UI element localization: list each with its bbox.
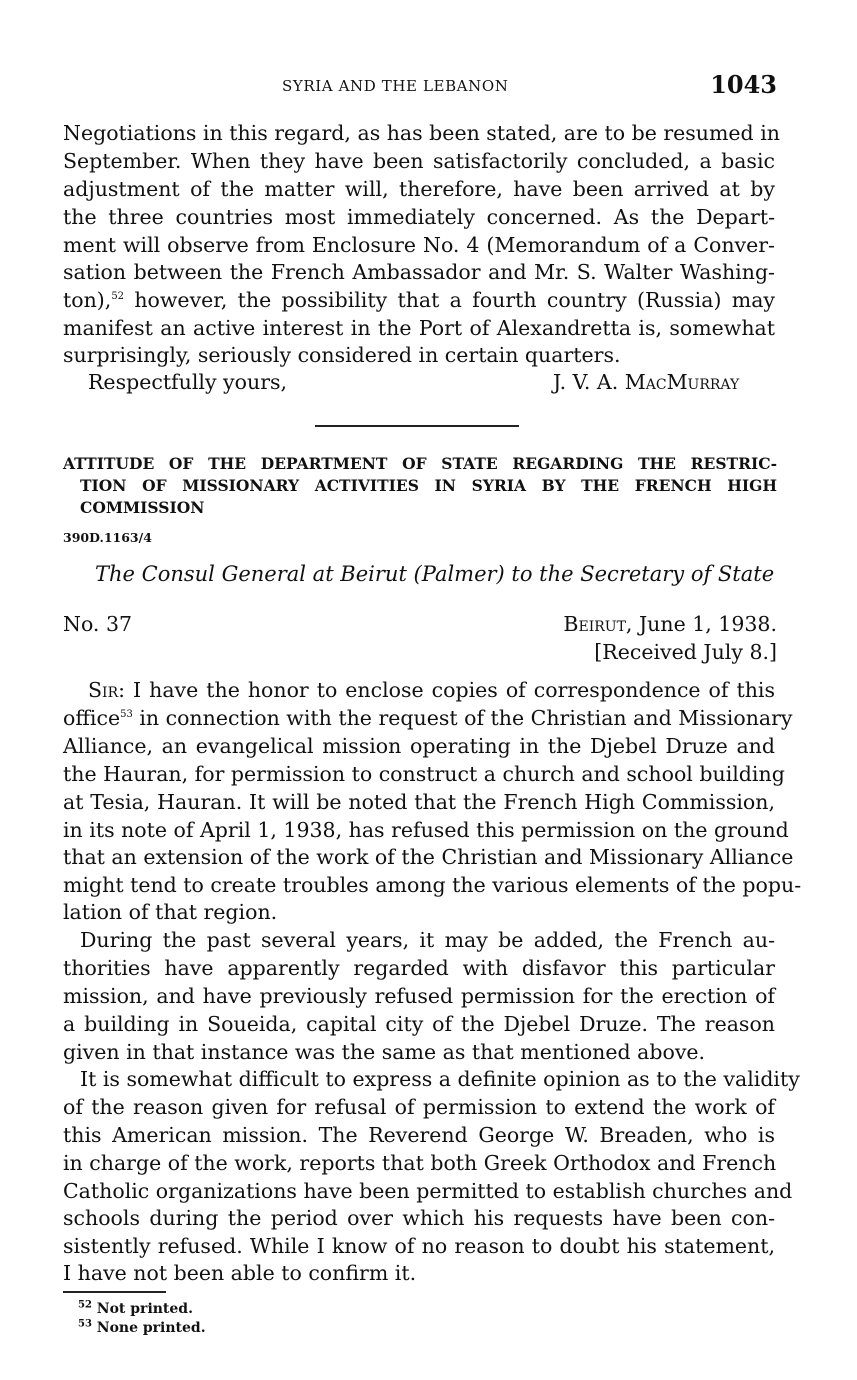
- text-line: September. When they have been satisfactorily concluded, a basic: [63, 149, 775, 173]
- text-line: I have not been able to confirm it.: [63, 1261, 417, 1285]
- text-line: sation between the French Ambassador and Mr. S. Walter Washing-: [63, 260, 775, 284]
- text-line: of the reason given for refusal of permission to extend the work of: [63, 1095, 775, 1119]
- text-line: Alliance, an evangelical mission operating in the Djebel Druze and: [63, 734, 775, 758]
- text-line: mission, and have previously refused permission for the erection of: [63, 984, 775, 1008]
- footnote: [78, 1319, 206, 1338]
- place-date: [563, 612, 777, 636]
- text-line: [88, 677, 775, 703]
- text-line: [63, 287, 775, 313]
- text-line: that an extension of the work of the Christian and Missionary Alliance: [63, 845, 794, 869]
- file-number: 390D.1163/4: [63, 530, 152, 545]
- footnote-ref: 53: [120, 709, 133, 721]
- text-line: a building in Soueida, capital city of the Djebel Druze. The reason: [63, 1012, 775, 1036]
- text-line: Negotiations in this regard, as has been stated, are to be resumed in: [63, 121, 780, 145]
- place: Beirut: [563, 612, 626, 636]
- text-line: schools during the period over which his requests have been con-: [63, 1206, 775, 1230]
- text-line: Catholic organizations have been permitted to establish churches and: [63, 1179, 793, 1203]
- footnote-text: None printed.: [96, 1320, 206, 1336]
- text-line: ment will observe from Enclosure No. 4 (Memorandum of a Conver-: [63, 233, 775, 257]
- date: , June 1, 1938.: [625, 612, 777, 636]
- closing: Respectfully yours,: [88, 370, 288, 394]
- text-line: this American mission. The Reverend George W. Breaden, who is: [63, 1123, 775, 1147]
- text-fragment: however, the possibility that a fourth country (Russia) may: [124, 288, 775, 312]
- text-line: at Tesia, Hauran. It will be noted that the French High Commission,: [63, 790, 775, 814]
- received-date: [Received July 8.]: [594, 640, 777, 664]
- salutation: Sir: [88, 678, 119, 702]
- section-heading-line: TION OF MISSIONARY ACTIVITIES IN SYRIA BY THE FRENCH HIGH: [80, 476, 777, 495]
- text-fragment: in connection with the request of the Christian and Missionary: [132, 706, 793, 730]
- footnote-ref: 52: [111, 291, 125, 303]
- text-fragment: ton),: [63, 288, 112, 312]
- text-line: lation of that region.: [63, 900, 278, 924]
- document-title: The Consul General at Beirut (Palmer) to the Secretary of State: [95, 562, 775, 586]
- text-line: It is somewhat difficult to express a definite opinion as to the validity: [80, 1067, 800, 1091]
- text-line: in charge of the work, reports that both Greek Orthodox and French: [63, 1151, 777, 1175]
- text-line: the Hauran, for permission to construct a church and school building: [63, 762, 785, 786]
- text-line: During the past several years, it may be added, the French au-: [80, 928, 775, 952]
- footnote-divider: [63, 1291, 166, 1293]
- text-line: manifest an active interest in the Port of Alexandretta is, somewhat: [63, 316, 775, 340]
- footnote-mark: 52: [78, 1299, 92, 1311]
- text-line: sistently refused. While I know of no reason to doubt his statement,: [63, 1234, 775, 1258]
- running-title: SYRIA AND THE LEBANON: [282, 77, 509, 95]
- footnote: [78, 1300, 193, 1319]
- footnote-mark: 53: [78, 1318, 92, 1330]
- page-number: 1043: [710, 70, 777, 99]
- text-line: given in that instance was the same as that mentioned above.: [63, 1040, 706, 1064]
- footnote-text: Not printed.: [96, 1301, 193, 1317]
- section-divider: [315, 425, 519, 427]
- text-line: in its note of April 1, 1938, has refused this permission on the ground: [63, 818, 789, 842]
- text-line: thorities have apparently regarded with disfavor this particular: [63, 956, 775, 980]
- text-line: the three countries most immediately concerned. As the Depart-: [63, 205, 775, 229]
- text-line: [63, 705, 793, 731]
- section-heading-line: ATTITUDE OF THE DEPARTMENT OF STATE REGARDING THE RESTRIC-: [63, 454, 777, 473]
- document-number: No. 37: [63, 612, 133, 636]
- text-fragment: : I have the honor to enclose copies of correspondence of this: [118, 678, 775, 702]
- signature: J. V. A. MacMurray: [553, 370, 740, 394]
- text-line: might tend to create troubles among the various elements of the popu-: [63, 873, 802, 897]
- text-line: surprisingly, seriously considered in certain quarters.: [63, 343, 621, 367]
- text-fragment: office: [63, 706, 121, 730]
- text-line: adjustment of the matter will, therefore, have been arrived at by: [63, 177, 775, 201]
- section-heading-line: COMMISSION: [80, 498, 205, 517]
